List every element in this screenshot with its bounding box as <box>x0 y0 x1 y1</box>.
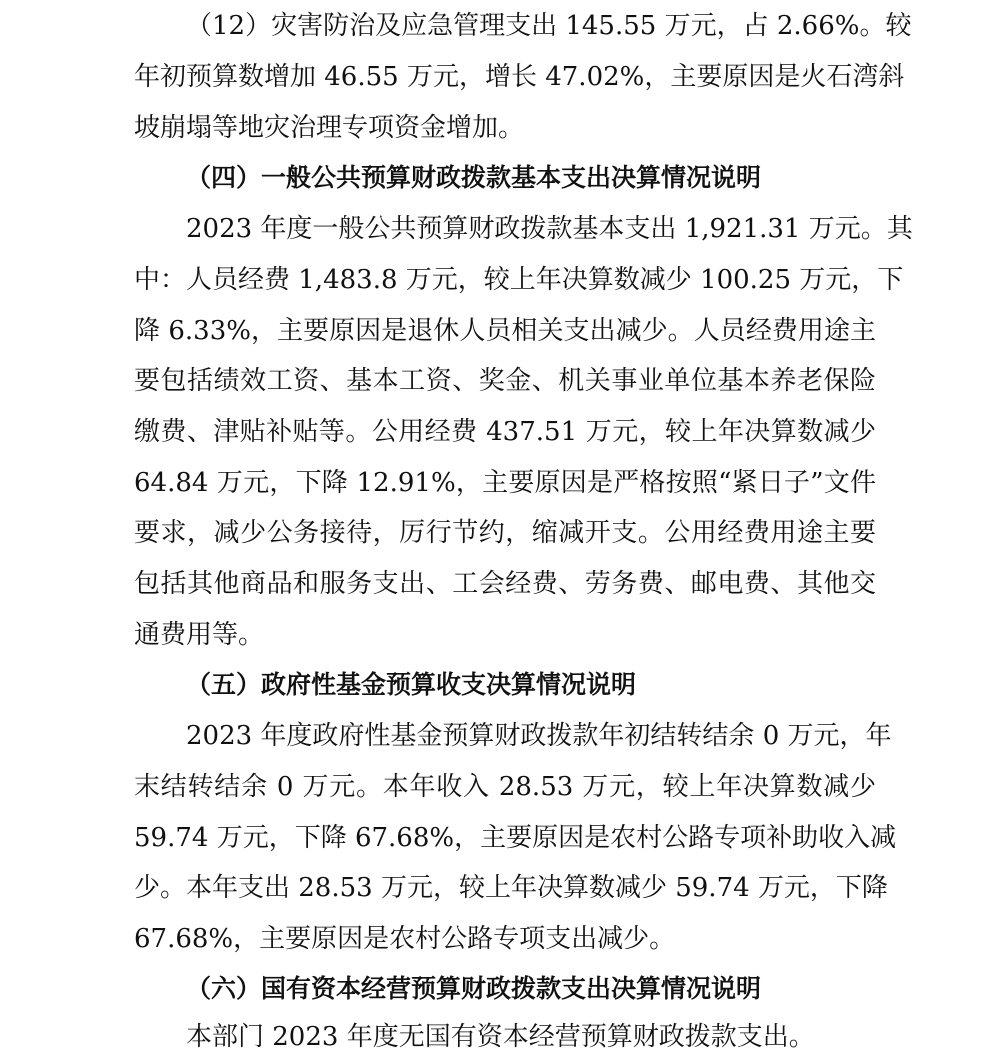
paragraph-line-basic-expenditure-8: 包括其他商品和服务支出、工会经费、劳务费、邮电费、其他交 <box>134 569 876 599</box>
paragraph-line-government-fund-1: 2023 年度政府性基金预算财政拨款年初结转结余 0 万元，年 <box>186 721 892 751</box>
paragraph-line-government-fund-3: 59.74 万元，下降 67.68%，主要原因是农村公路专项补助收入减 <box>134 823 897 853</box>
paragraph-line-basic-expenditure-3: 降 6.33%，主要原因是退休人员相关支出减少。人员经费用途主 <box>134 316 876 346</box>
paragraph-line-disaster-prevention-2: 年初预算数增加 46.55 万元，增长 47.02%，主要原因是火石湾斜 <box>134 62 905 92</box>
paragraph-line-state-capital-1: 本部门 2023 年度无国有资本经营预算财政拨款支出。 <box>186 1022 815 1052</box>
paragraph-line-basic-expenditure-2: 中：人员经费 1,483.8 万元，较上年决算数减少 100.25 万元，下 <box>134 265 904 295</box>
paragraph-line-disaster-prevention-1: （12）灾害防治及应急管理支出 145.55 万元，占 2.66%。较 <box>186 11 912 41</box>
paragraph-line-government-fund-2: 末结转结余 0 万元。本年收入 28.53 万元，较上年决算数减少 <box>134 772 876 802</box>
section-heading-government-fund: （五）政府性基金预算收支决算情况说明 <box>186 670 637 699</box>
paragraph-line-government-fund-4: 少。本年支出 28.53 万元，较上年决算数减少 59.74 万元，下降 <box>134 873 888 903</box>
paragraph-line-basic-expenditure-1: 2023 年度一般公共预算财政拨款基本支出 1,921.31 万元。其 <box>186 214 913 244</box>
paragraph-line-basic-expenditure-5: 缴费、津贴补贴等。公用经费 437.51 万元，较上年决算数减少 <box>134 417 876 447</box>
section-heading-basic-expenditure: （四）一般公共预算财政拨款基本支出决算情况说明 <box>186 163 762 192</box>
paragraph-line-basic-expenditure-9: 通费用等。 <box>134 620 265 650</box>
paragraph-line-basic-expenditure-4: 要包括绩效工资、基本工资、奖金、机关事业单位基本养老保险 <box>134 366 876 396</box>
paragraph-line-disaster-prevention-3: 坡崩塌等地灾治理专项资金增加。 <box>134 113 525 143</box>
paragraph-line-basic-expenditure-7: 要求，减少公务接待，厉行节约，缩减开支。公用经费用途主要 <box>134 518 876 548</box>
section-heading-state-capital: （六）国有资本经营预算财政拨款支出决算情况说明 <box>186 974 762 1003</box>
paragraph-line-basic-expenditure-6: 64.84 万元，下降 12.91%，主要原因是严格按照“紧日子”文件 <box>134 468 876 498</box>
paragraph-line-government-fund-5: 67.68%，主要原因是农村公路专项支出减少。 <box>134 924 676 954</box>
